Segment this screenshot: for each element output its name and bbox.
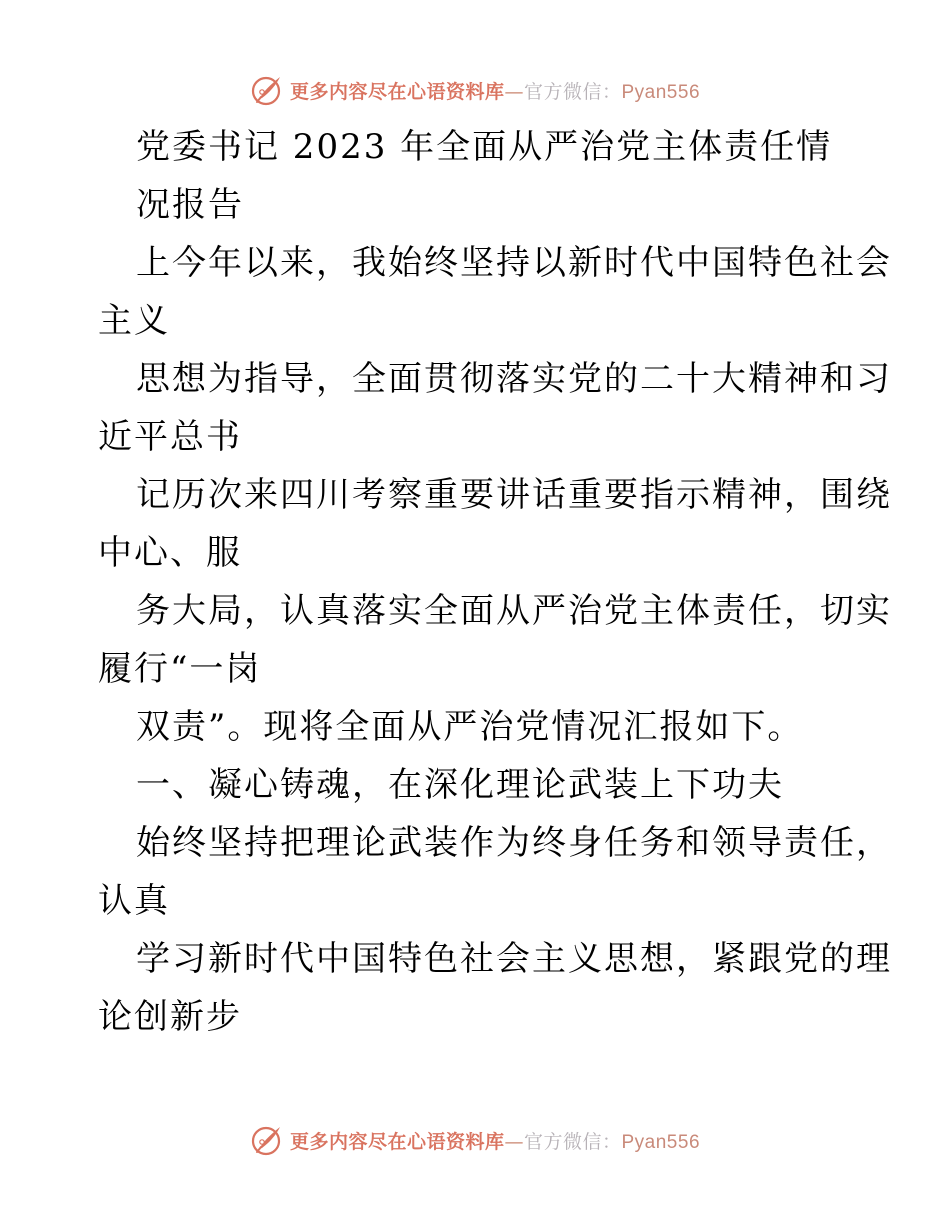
document-body <box>98 118 892 1046</box>
feather-pen-seal-icon <box>250 73 284 107</box>
watermark-brand: 更多内容尽在心语资料库 <box>289 80 505 103</box>
paragraph-line: 中心、服 <box>98 533 242 573</box>
document-title-line: 况报告 <box>136 185 244 225</box>
watermark-wechat-label: 官方微信： <box>523 1130 622 1153</box>
paragraph-line: 上今年以来，我始终坚持以新时代中国特色社会 <box>136 243 892 283</box>
paragraph-line: 务大局，认真落实全面从严治党主体责任，切实 <box>136 591 892 631</box>
paragraph-line: 履行“一岗 <box>98 649 262 689</box>
paragraph-line: 一、凝心铸魂，在深化理论武装上下功夫 <box>136 765 784 805</box>
paragraph-line: 思想为指导，全面贯彻落实党的二十大精神和习 <box>136 359 892 399</box>
watermark-brand: 更多内容尽在心语资料库 <box>289 1130 505 1153</box>
watermark-wechat-id: Pyan556 <box>621 81 701 103</box>
watermark-wechat-id: Pyan556 <box>621 1131 701 1153</box>
paragraph-line: 记历次来四川考察重要讲话重要指示精神，围绕 <box>136 475 892 515</box>
footer-watermark <box>0 1120 950 1160</box>
paragraph-line: 认真 <box>98 881 170 921</box>
paragraph-line: 学习新时代中国特色社会主义思想，紧跟党的理 <box>136 939 892 979</box>
watermark-separator: — <box>504 1130 524 1153</box>
header-watermark <box>0 70 950 110</box>
paragraph-line: 主义 <box>98 301 170 341</box>
document-title-line: 党委书记 2023 年全面从严治党主体责任情 <box>136 127 833 167</box>
paragraph-line: 始终坚持把理论武装作为终身任务和领导责任， <box>136 823 892 863</box>
feather-pen-seal-icon <box>250 1123 284 1157</box>
paragraph-line: 双责”。现将全面从严治党情况汇报如下。 <box>136 707 804 747</box>
watermark-wechat-label: 官方微信： <box>523 80 622 103</box>
paragraph-line: 近平总书 <box>98 417 242 457</box>
watermark-text <box>290 77 700 104</box>
paragraph-line: 论创新步 <box>98 997 242 1037</box>
watermark-separator: — <box>504 80 524 103</box>
watermark-text <box>290 1127 700 1154</box>
